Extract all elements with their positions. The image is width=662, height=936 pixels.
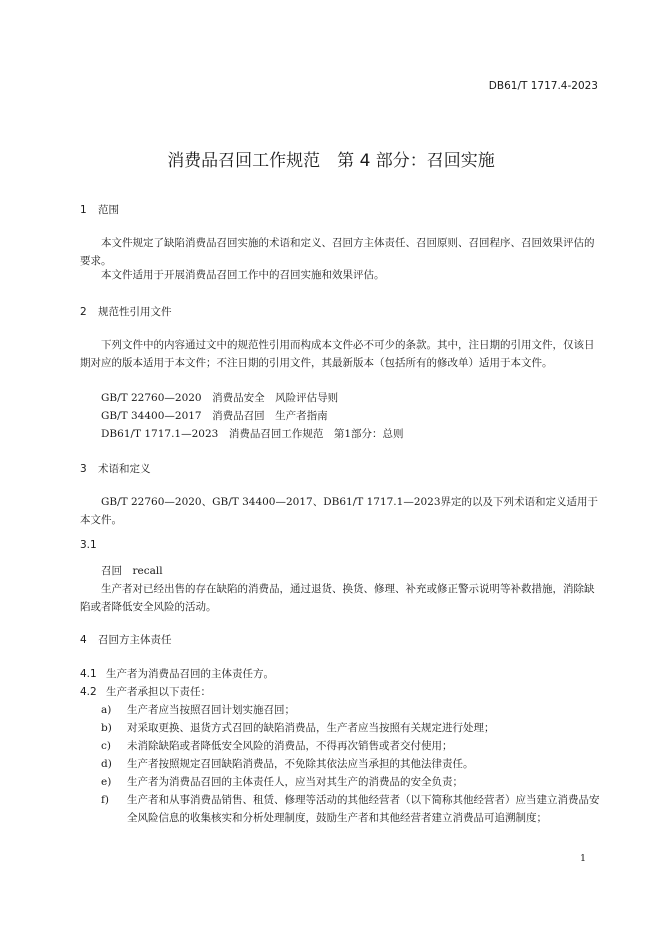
clause-text: 生产者承担以下责任： bbox=[106, 686, 211, 698]
paragraph: 本文件规定了缺陷消费品召回实施的术语和定义、召回方主体责任、召回原则、召回程序、召回效果评估的要求。 bbox=[80, 237, 595, 267]
list-text: 对采取更换、退货方式召回的缺陷消费品，生产者应当按照有关规定进行处理； bbox=[127, 722, 495, 734]
section-title: 范围 bbox=[98, 204, 119, 216]
clause-4-2 bbox=[80, 683, 211, 701]
list-item bbox=[101, 719, 603, 737]
list-text: 生产者应当按照召回计划实施召回； bbox=[127, 704, 295, 716]
list-text: 生产者为消费品召回的主体责任人，应当对其生产的消费品的安全负责； bbox=[127, 776, 463, 788]
list-text: 未消除缺陷或者降低安全风险的消费品，不得再次销售或者交付使用； bbox=[127, 740, 453, 752]
term-definition: 生产者对已经出售的存在缺陷的消费品，通过退货、换货、修理、补充或修正警示说明等补救措施，消除缺陷或者降低安全风险的活动。 bbox=[80, 583, 595, 613]
term-name: 召回 recall bbox=[101, 565, 163, 577]
list-text: 生产者和从事消费品销售、租赁、修理等活动的其他经营者（以下简称其他经营者）应当建立消费品安全风险信息的收集核实和分析处理制度，鼓励生产者和其他经营者建立消费品可追溯制度； bbox=[127, 794, 600, 824]
page-number: 1 bbox=[579, 853, 586, 864]
section-number: 1 bbox=[80, 204, 87, 216]
section-3-heading bbox=[80, 461, 151, 476]
paragraph: GB/T 22760—2020、GB/T 34400—2017、DB61/T 1717.1—2023界定的以及下列术语和定义适用于本文件。 bbox=[80, 496, 599, 526]
paragraph: 下列文件中的内容通过文中的规范性引用而构成本文件必不可少的条款。其中，注日期的引用文件，仅该日期对应的版本适用于本文件；不注日期的引用文件，其最新版本（包括所有的修改单）适用于本文件。 bbox=[80, 339, 595, 369]
paragraph: 本文件适用于开展消费品召回工作中的召回实施和效果评估。 bbox=[101, 269, 385, 281]
list-marker: c) bbox=[101, 740, 111, 752]
list-marker: b) bbox=[101, 722, 112, 734]
section-number: 3 bbox=[80, 463, 87, 475]
reference-item: GB/T 22760—2020 消费品安全 风险评估导则 bbox=[101, 392, 339, 404]
list-marker: d) bbox=[101, 758, 112, 770]
section-2-heading bbox=[80, 304, 172, 319]
list-text: 生产者按照规定召回缺陷消费品，不免除其依法应当承担的其他法律责任。 bbox=[127, 758, 474, 770]
list-item bbox=[101, 737, 603, 755]
clause-number: 4.2 bbox=[80, 686, 97, 698]
list-item bbox=[101, 773, 603, 791]
section-title: 召回方主体责任 bbox=[98, 634, 172, 646]
list-item bbox=[101, 791, 603, 845]
list-marker: f) bbox=[101, 794, 109, 806]
document-code: DB61/T 1717.4-2023 bbox=[488, 80, 598, 92]
section-4-heading bbox=[80, 632, 172, 647]
reference-item: GB/T 34400—2017 消费品召回 生产者指南 bbox=[101, 410, 328, 422]
reference-item: DB61/T 1717.1—2023 消费品召回工作规范 第1部分：总则 bbox=[101, 428, 404, 440]
document-title: 消费品召回工作规范 第 4 部分：召回实施 bbox=[167, 151, 495, 171]
list-item bbox=[101, 755, 603, 773]
section-number: 2 bbox=[80, 306, 87, 318]
section-title: 规范性引用文件 bbox=[98, 306, 172, 318]
section-1-heading bbox=[80, 202, 119, 217]
section-title: 术语和定义 bbox=[98, 463, 151, 475]
clause-text: 生产者为消费品召回的主体责任方。 bbox=[106, 668, 274, 680]
list-marker: e) bbox=[101, 776, 112, 788]
clause-number: 4.1 bbox=[80, 668, 97, 680]
list-marker: a) bbox=[101, 704, 112, 716]
section-number: 4 bbox=[80, 634, 87, 646]
term-number: 3.1 bbox=[80, 539, 97, 551]
clause-4-1 bbox=[80, 665, 274, 683]
list-item bbox=[101, 701, 603, 719]
